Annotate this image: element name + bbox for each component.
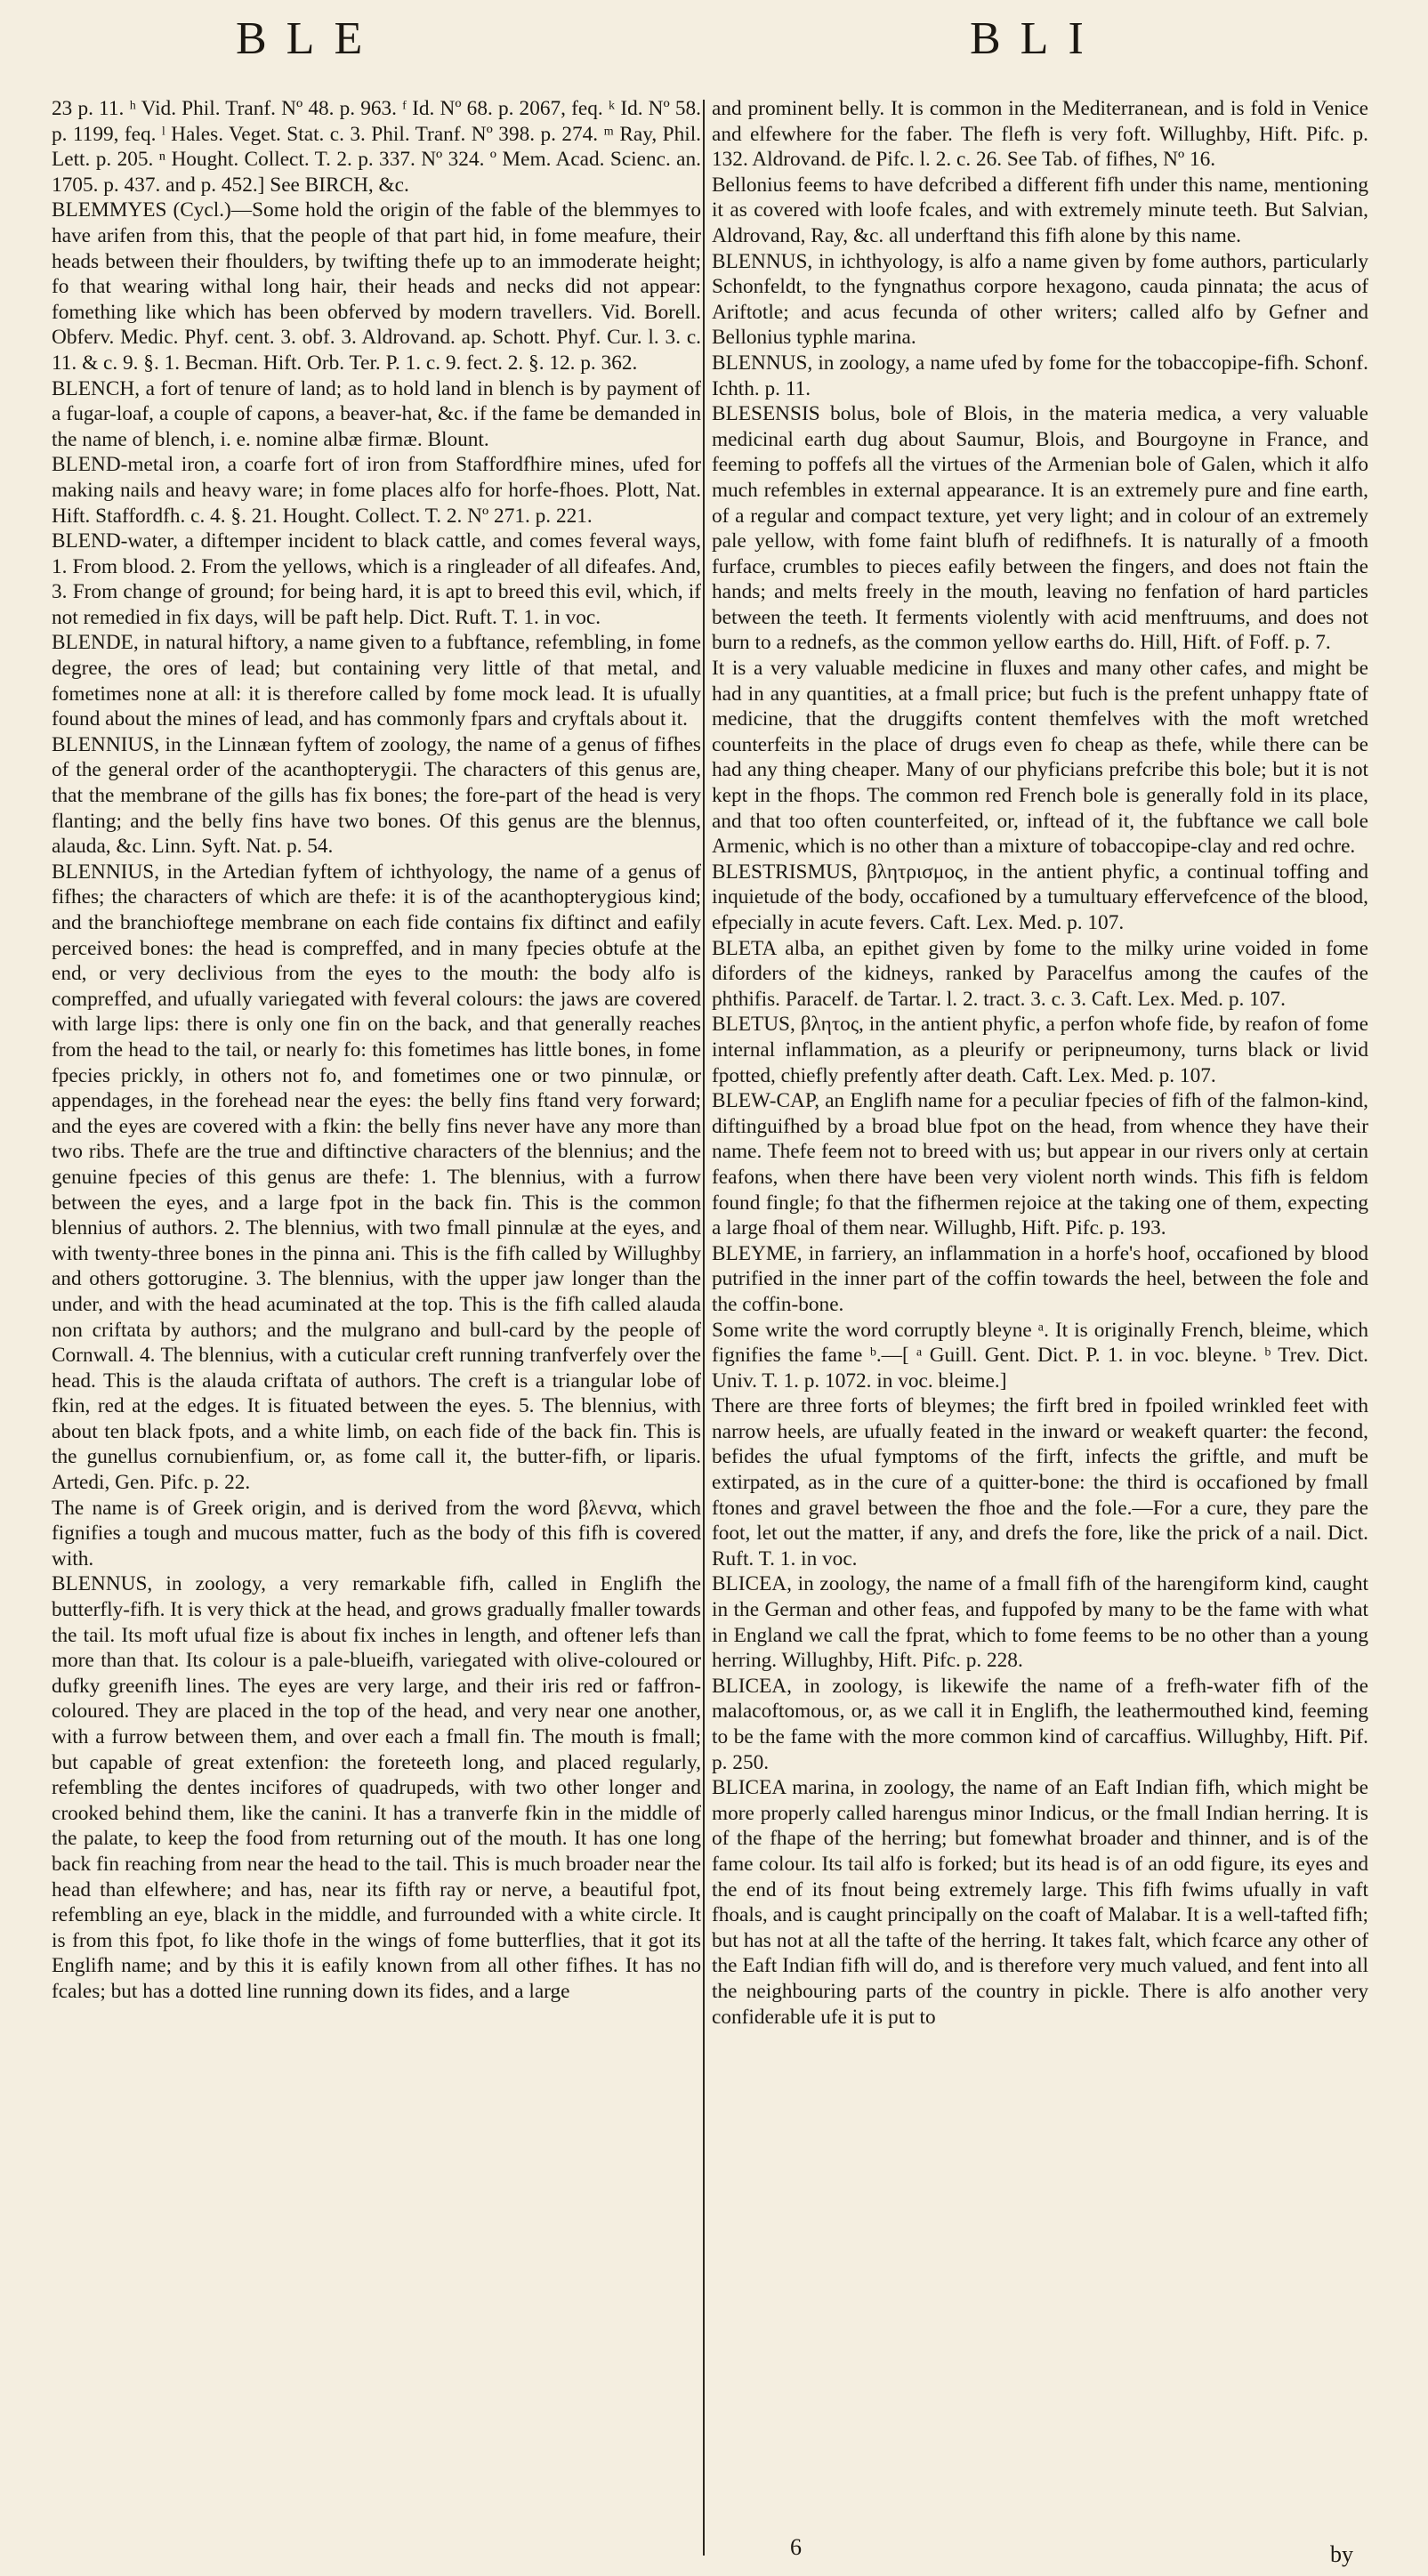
dictionary-entry: It is a very valuable medicine in fluxes and many other cafes, and might be had in any quantities, at a fmall price; but fuch is the prefent unhappy ftate of medicine, that the druggifts content themfelves with the moft wretched counterfeits in the place of drugs even fo cheap as thefe, while there can be had any thing cheaper. Many of our phyficians prefcribe this bole; but it is not kept in the fhops. The common red French bole is generally fold in its place, and that too often counterfeited, or, inftead of it, the fubftance we call bole Armenic, which is no other than a mixture of tobaccopipe-clay and red ochre. xyxy=(712,657,1368,859)
dictionary-entry: BLETA alba, an epithet given by fome to the milky urine voided in fome diforders of the kidneys, ranked by Paracelfus among the caufes of the phthifis. Paracelf. de Tartar. l. 2. tract. 3. c. 3. Caft. Lex. Med. p. 107. xyxy=(712,936,1368,1011)
dictionary-entry: Some write the word corruptly bleyne ᵃ. It is originally French, bleime, which fignifies the fame ᵇ.—[ ᵃ Guill. Gent. Dict. P. 1. in voc. bleyne. ᵇ Trev. Dict. Univ. T. 1. p. 1072. in voc. bleime.] xyxy=(712,1318,1368,1393)
dictionary-entry: BLEMMYES (Cycl.)—Some hold the origin of the fable of the blemmyes to have arifen from this, that the people of that part hid, in fome meafure, their heads between their fhoulders, by twifting thefe up to an immoderate height; fo that wearing withal long hair, their heads and necks did not appear: fomething like which has been obferved by modern travellers. Vid. Borell. Obferv. Medic. Phyf. cent. 3. obf. 3. Aldrovand. ap. Schott. Phyf. Cur. l. 3. c. 11. & c. 9. §. 1. Becman. Hift. Orb. Ter. P. 1. c. 9. fect. 2. §. 12. p. 362. xyxy=(52,198,701,375)
dictionary-entry: BLENNUS, in zoology, a very remarkable fifh, called in Englifh the butterfly-fifh. It is very thick at the head, and grows gradually fmaller towards the tail. Its moft ufual fize is about fix inches in length, and oftener lefs than more than that. Its colour is a pale-blueifh, variegated with olive-coloured or dufky greenifh lines. The eyes are very large, and their iris red or faffron-coloured. They are placed in the top of the head, and very near one another, with a furrow between them, and over each a fmall fin. The mouth is fmall; but capable of great extenfion: the foreteeth long, and placed regularly, refembling the dentes incifores of quadrupeds, with two other longer and crooked behind them, like the canini. It has a tranverfe fkin in the middle of the palate, to keep the food from returning out of the mouth. It has one long back fin reaching from near the head to the tail. This is much broader near the head than elfewhere; and has, near its fifth ray or nerve, a beautiful fpot, refembling an eye, black in the middle, and furrounded with a white circle. It is from this fpot, fo like thofe in the wings of fome butterflies, that it got its Englifh name; and by this it is eafily known from all other fifhes. It has no fcales; but has a dotted line running down its fides, and a large xyxy=(52,1572,701,2003)
dictionary-entry: BLENNUS, in ichthyology, is alfo a name given by fome authors, particularly Schonfeldt, to the fyngnathus corpore hexagono, cauda pinnata; the acus of Ariftotle; and acus fecunda of other writers; called alfo by Gefner and Bellonius typhle marina. xyxy=(712,249,1368,350)
dictionary-entry: BLENDE, in natural hiftory, a name given to a fubftance, refembling, in fome degree, the ores of lead; but containing very little of that metal, and fometimes none at all: it is therefore called by fome mock lead. It is ufually found about the mines of lead, and has commonly fpars and cryftals about it. xyxy=(52,631,701,731)
dictionary-entry: The name is of Greek origin, and is derived from the word βλεννα, which fignifies a tough and mucous matter, fuch as the body of this fifh is covered with. xyxy=(52,1496,701,1571)
column-divider xyxy=(703,100,705,2556)
dictionary-entry: 23 p. 11. ʰ Vid. Phil. Tranf. Nº 48. p. 963. ᶠ Id. Nº 68. p. 2067, feq. ᵏ Id. Nº 58. p. 1199, feq. ˡ Hales. Veget. Stat. c. 3. Phil. Tranf. Nº 398. p. 274. ᵐ Ray, Phil. Lett. p. 205. ⁿ Hought. Collect. T. 2. p. 337. Nº 324. º Mem. Acad. Scienc. an. 1705. p. 437. and p. 452.] See BIRCH, &c. xyxy=(52,97,701,197)
dictionary-entry: BLICEA marina, in zoology, the name of an Eaft Indian fifh, which might be more properly called harengus minor Indicus, or the fmall Indian herring. It is of the fhape of the herring; but fomewhat broader and thinner, and is of the fame colour. Its tail alfo is forked; but its head is of an odd figure, its eyes and the end of its fnout being extremely large. This fifh fwims ufually in vaft fhoals, and is caught principally on the coaft of Malabar. It is a well-tafted fifh; but has not at all the tafte of the herring. It takes falt, which fcarce any other of the Eaft Indian fifh will do, and is therefore very much valued, and fent into all the neighbouring parts of the country in pickle. There is alfo another very confiderable ufe it is put to xyxy=(712,1776,1368,2029)
dictionary-entry: BLESENSIS bolus, bole of Blois, in the materia medica, a very valuable medicinal earth dug about Saumur, Blois, and Bourgoyne in France, and feeming to poffefs all the virtues of the Armenian bole of Galen, which it alfo much refembles in external appearance. It is an extremely pure and fine earth, of a regular and compact texture, yet very light; and in colour of an extremely pale yellow, with fome faint blufh of redifhnefs. It is naturally of a fmooth furface, crumbles to pieces eafily between the fingers, and does not ftain the hands; and melts freely in the mouth, leaving no fenfation of hard particles between the teeth. It ferments violently with acid menftruums, and does not burn to a rednefs, as the common yellow earths do. Hill, Hift. of Foff. p. 7. xyxy=(712,402,1368,655)
dictionary-entry: BLENNIUS, in the Linnæan fyftem of zoology, the name of a genus of fifhes of the general order of the acanthopterygii. The characters of this genus are, that the membrane of the gills has fix bones; the fore-part of the head is very flanting; and the belly fins have two bones. Of this genus are the blennus, alauda, &c. Linn. Syft. Nat. p. 54. xyxy=(52,732,701,859)
dictionary-entry: BLEYME, in farriery, an inflammation in a horfe's hoof, occafioned by blood putrified in the inner part of the coffin towards the heel, between the fole and the coffin-bone. xyxy=(712,1241,1368,1316)
dictionary-entry: There are three forts of bleymes; the firft bred in fpoiled wrinkled feet with narrow heels, are ufually feated in the inward or weakeft quarter: the fecond, befides the ufual fymptoms of the firft, infects the griftle, and muft be extirpated, as in the cure of a quitter-bone: the third is occafioned by fmall ftones and gravel between the fhoe and the fole.—For a cure, they pare the foot, let out the matter, if any, and drefs the fore, like the prick of a nail. Dict. Ruft. T. 1. in voc. xyxy=(712,1394,1368,1571)
dictionary-entry: BLENNUS, in zoology, a name ufed by fome for the tobaccopipe-fifh. Schonf. Ichth. p. 11. xyxy=(712,351,1368,400)
dictionary-entry: BLESTRISMUS, βλητρισμος, in the antient phyfic, a continual toffing and inquietude of the body, occafioned by a tumultuary effervefcence of the blood, efpecially in acute fevers. Caft. Lex. Med. p. 107. xyxy=(712,860,1368,934)
catchword: by xyxy=(1330,2541,1353,2567)
dictionary-entry: Bellonius feems to have defcribed a different fifh under this name, mentioning it as covered with loofe fcales, and with extremely minute teeth. But Salvian, Aldrovand, Ray, &c. all underftand this fifh alone by this name. xyxy=(712,173,1368,247)
running-head-right: BLI xyxy=(970,13,1103,64)
right-column xyxy=(712,96,1368,2030)
dictionary-entry: BLEND-metal iron, a coarfe fort of iron from Staffordfhire mines, ufed for making nails and heavy ware; in fome places alfo for horfe-fhoes. Plott, Nat. Hift. Staffordfh. c. 4. §. 21. Hought. Collect. T. 2. Nº 271. p. 221. xyxy=(52,453,701,528)
left-column xyxy=(52,96,701,2005)
dictionary-entry: BLEW-CAP, an Englifh name for a peculiar fpecies of fifh of the falmon-kind, diftinguifhed by a broad blue fpot on the head, from whence they have their name. Thefe feem not to breed with us; but appear in our rivers only at certain feafons, when there have been very violent north winds. This fifh is feldom found fingle; fo that the fifhermen rejoice at the taking one of them, expecting a large fhoal of them near. Willughb, Hift. Pifc. p. 193. xyxy=(712,1089,1368,1240)
dictionary-entry: BLICEA, in zoology, is likewife the name of a frefh-water fifh of the malacoftomous, or, as we call it in Englifh, the leathermouthed kind, feeming to be the fame with the more common kind of carcaffius. Willughby, Hift. Pif. p. 250. xyxy=(712,1674,1368,1774)
dictionary-entry: BLENNIUS, in the Artedian fyftem of ichthyology, the name of a genus of fifhes; the characters of which are thefe: it is of the acanthopterygious kind; and the branchioftege membrane on each fide contains fix diftinct and eafily perceived bones: the head is compreffed, and in many fpecies obtufe at the end, or very declivious from the eyes to the mouth: the body alfo is compreffed, and ufually variegated with feveral colours: the jaws are covered with large lips: there is only one fin on the back, and that generally reaches from the head to the tail, or nearly fo: this fometimes has little bones, in fome fpecies prickly, in others not fo, and fometimes one or two pinnulæ, or appendages, in the forehead near the eyes: the belly fins ftand very forward; and the eyes are covered with a fkin: the belly fins never have any more than two ribs. Thefe are the true and diftinctive characters of the blennius; and the genuine fpecies of this genus are thefe: 1. The blennius, with a furrow between the eyes, and a large fpot in the back fin. This is the common blennius of authors. 2. The blennius, with two fmall pinnulæ at the eyes, and with twenty-three bones in the pinna ani. This is the fifh called by Willughby and others gottorugine. 3. The blennius, with the upper jaw longer than the under, and with the head acuminated at the top. This is the fifh called alauda non criftata by authors; and the mulgrano and bull-card by the people of Cornwall. 4. The blennius, with a cuticular creft running tranfverfely over the head. This is the alauda criftata of authors. The creft is a triangular lobe of fkin, red at the edges. It is fituated between the eyes. 5. The blennius, with about ten black fpots, and a white limb, on each fide of the back fin. This is the gunellus cornubienfium, or, as fome call it, the butter-fifh, or liparis. Artedi, Gen. Pifc. p. 22. xyxy=(52,860,701,1495)
dictionary-entry: BLETUS, βλητος, in the antient phyfic, a perfon whofe fide, by reafon of fome internal inflammation, as a pleurify or peripneumony, turns black or livid fpotted, chiefly prefently after death. Caft. Lex. Med. p. 107. xyxy=(712,1013,1368,1087)
running-head-left: BLE xyxy=(236,13,383,64)
dictionary-entry: BLENCH, a fort of tenure of land; as to hold land in blench is by payment of a fugar-loaf, a couple of capons, a beaver-hat, &c. if the fame be demanded in the name of blench, i. e. nomine albæ firmæ. Blount. xyxy=(52,376,701,451)
dictionary-entry: BLICEA, in zoology, the name of a fmall fifh of the harengiform kind, caught in the German and other feas, and fuppofed by many to be the fame with what in England we call the fprat, which to fome feems to be no other than a young herring. Willughby, Hift. Pifc. p. 228. xyxy=(712,1572,1368,1673)
page-number: 6 xyxy=(790,2534,802,2560)
dictionary-entry: and prominent belly. It is common in the Mediterranean, and is fold in Venice and elfewhere for the faber. The flefh is very foft. Willughby, Hift. Pifc. p. 132. Aldrovand. de Pifc. l. 2. c. 26. See Tab. of fifhes, Nº 16. xyxy=(712,97,1368,172)
dictionary-entry: BLEND-water, a diftemper incident to black cattle, and comes feveral ways, 1. From blood. 2. From the yellows, which is a ringleader of all difeafes. And, 3. From change of ground; for being hard, it is apt to breed this evil, which, if not remedied in fix days, will be paft help. Dict. Ruft. T. 1. in voc. xyxy=(52,529,701,629)
